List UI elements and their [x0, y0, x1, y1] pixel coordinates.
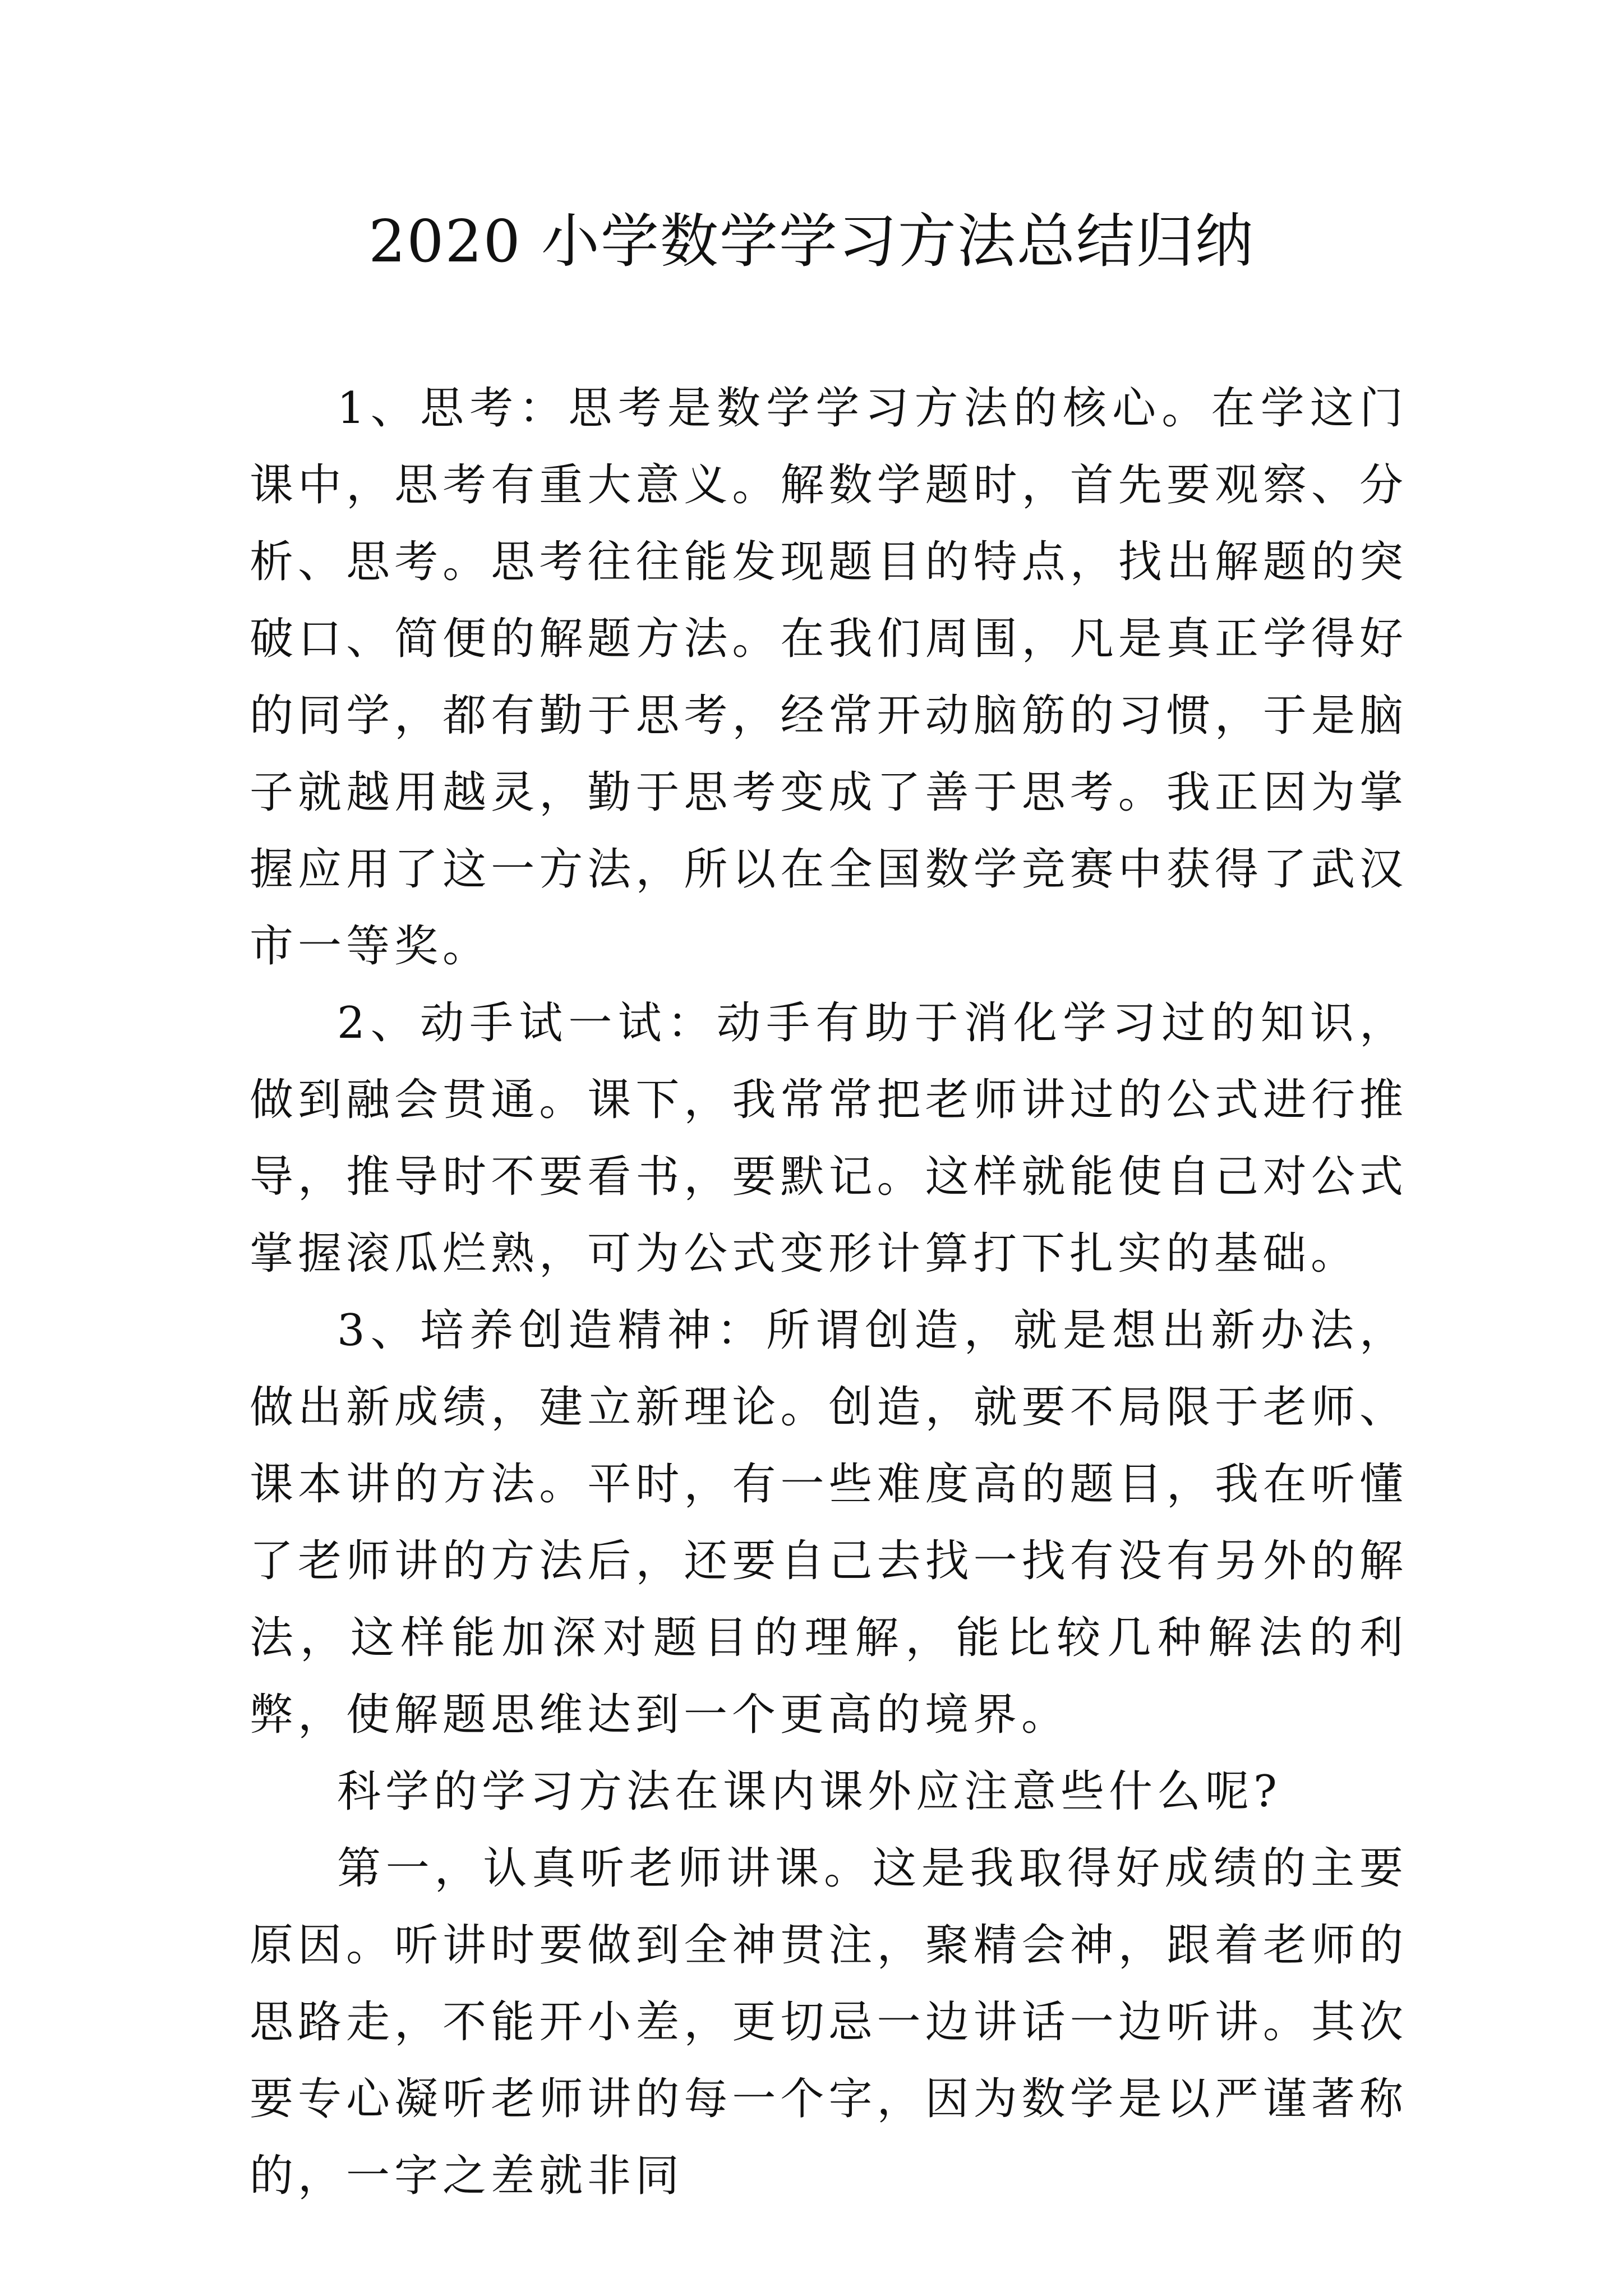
paragraph-hands-on: 2、动手试一试：动手有助于消化学习过的知识，做到融会贯通。课下，我常常把老师讲过的公式进行推导，推导时不要看书，要默记。这样就能使自己对公式掌握滚瓜烂熟，可为公式变形计算打下扎实的基础。	[250, 998, 1408, 1279]
paragraph-thinking: 1、思考：思考是数学学习方法的核心。在学这门课中，思考有重大意义。解数学题时，首先要观察、分析、思考。思考往往能发现题目的特点，找出解题的突破口、简便的解题方法。在我们周围，凡是真正学得好的同学，都有勤于思考，经常开动脑筋的习惯，于是脑子就越用越灵，勤于思考变成了善于思考。我正因为掌握应用了这一方法，所以在全国数学竞赛中获得了武汉市一等奖。	[250, 383, 1408, 972]
document-title: 2020 小学数学学习方法总结归纳	[368, 207, 1255, 275]
paragraph-question: 科学的学习方法在课内课外应注意些什么呢?	[337, 1766, 1281, 1817]
document-body	[250, 370, 1408, 2215]
paragraph-creativity: 3、培养创造精神：所谓创造，就是想出新办法，做出新成绩，建立新理论。创造，就要不局限于老师、课本讲的方法。平时，有一些难度高的题目，我在听懂了老师讲的方法后，还要自己去找一找有没有另外的解法，这样能加深对题目的理解，能比较几种解法的利弊，使解题思维达到一个更高的境界。	[250, 1305, 1408, 1740]
paragraph-listen-carefully: 第一，认真听老师讲课。这是我取得好成绩的主要原因。听讲时要做到全神贯注，聚精会神，跟着老师的思路走，不能开小差，更切忌一边讲话一边听讲。其次要专心凝听老师讲的每一个字，因为数学是以严谨著称的，一字之差就非同	[250, 1843, 1408, 2201]
